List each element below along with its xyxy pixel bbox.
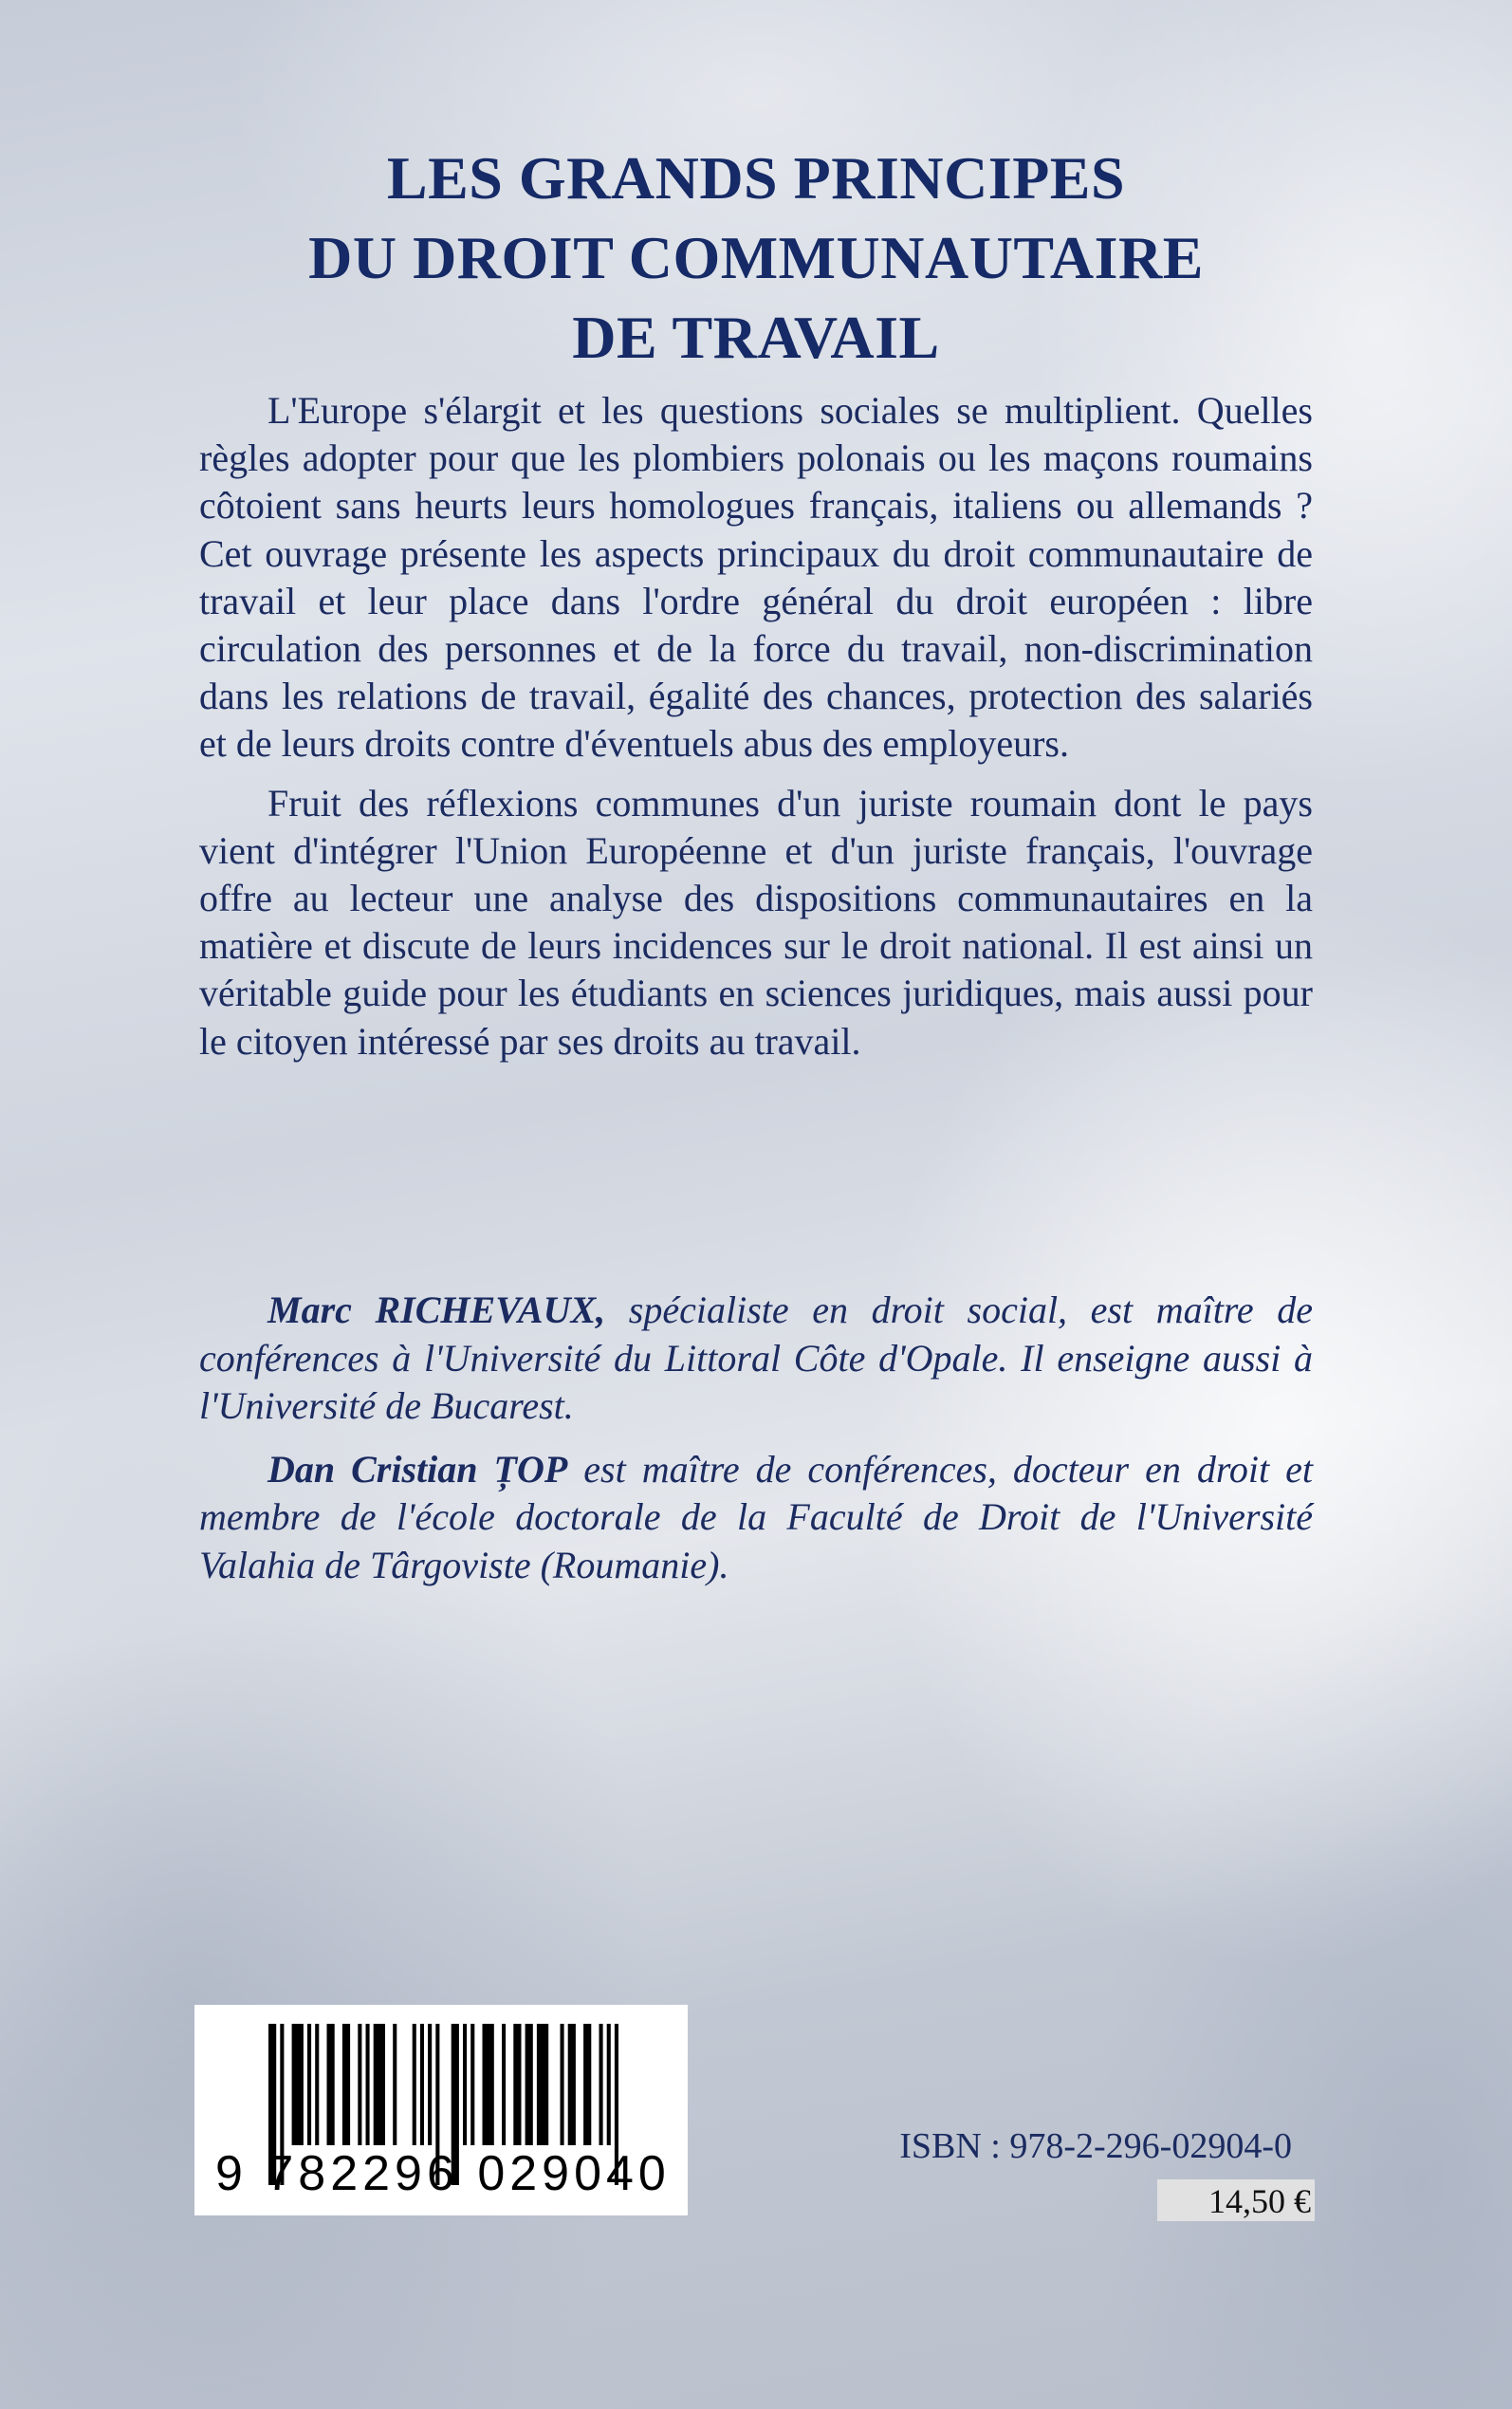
barcode-bar (583, 2024, 591, 2145)
barcode-bar (526, 2024, 533, 2145)
barcode-bar (420, 2024, 424, 2145)
author-bio-text-1: spécialiste en droit social, est maître de conférences à l'Université du Littoral Côte d'Opale. Il enseigne aussi à l'Université de Bucarest. (199, 1288, 1314, 1427)
barcode-bar (599, 2024, 603, 2145)
barcode-bar (366, 2024, 370, 2145)
author-bios (199, 1287, 1313, 1604)
barcode-bar (358, 2024, 361, 2145)
barcode-bar (513, 2024, 521, 2145)
barcode-bar (292, 2024, 304, 2145)
description-paragraph-1: L'Europe s'élargit et les questions sociales se multiplient. Quelles règles adopter pour que les plombiers polonais ou les maçons roumains côtoient sans heurts leurs homologues français, italiens ou allemands ? Cet ouvrage présente les aspects principaux du droit communautaire de travail et leur place dans l'ordre général du droit européen : libre circulation des personnes et de la force du travail, non-discrimination dans les relations de travail, égalité des chances, protection des salariés et de leurs droits contre d'éventuels abus des employeurs. (199, 389, 1313, 766)
barcode-bar (327, 2024, 335, 2145)
price-tag (1157, 2179, 1315, 2221)
author-name-2: Dan Cristian ȚOP (267, 1447, 568, 1491)
barcode-bar (561, 2024, 564, 2145)
barcode-bar (607, 2024, 611, 2145)
title-line-2: DU DROIT COMMUNAUTAIRE (308, 224, 1204, 291)
barcode-bar (463, 2024, 467, 2145)
isbn: ISBN : 978-2-296-02904-0 (899, 2126, 1292, 2166)
barcode-bar (568, 2024, 576, 2145)
author-bio-2 (199, 1446, 1313, 1590)
title-line-3: DE TRAVAIL (572, 304, 940, 371)
barcode-bar (537, 2024, 548, 2145)
barcode-bar (393, 2024, 396, 2145)
barcode-bar (428, 2024, 432, 2145)
barcode-bar (342, 2024, 350, 2145)
barcode-bar (483, 2024, 494, 2145)
title-line-1: LES GRANDS PRINCIPES (386, 144, 1126, 212)
description-paragraph-2: Fruit des réflexions communes d'un juriste roumain dont le pays vient d'intégrer l'Union Européenne et d'un juriste français, l'ouvrage offre au lecteur une analyse des dispositions communautaires en la matière et discute de leurs incidences sur le droit national. Il est ainsi un véritable guide pour les étudiants en sciences juridiques, mais aussi pour le citoyen intéressé par ses droits au travail. (199, 781, 1313, 1063)
author-name-1: Marc RICHEVAUX, (267, 1288, 606, 1331)
barcode-bar (502, 2024, 506, 2145)
barcode-bar (470, 2024, 474, 2145)
book-title (190, 139, 1322, 378)
barcode-bar (315, 2024, 319, 2145)
author-bio-text-2: est maître de conférences, docteur en droit et membre de l'école doctorale de la Faculté de Droit de l'Université Valahia de Târgoviste (Roumanie). (199, 1447, 1313, 1586)
barcode-bar (413, 2024, 416, 2145)
barcode-digits: 9 782296 029040 (215, 2146, 671, 2201)
barcode (194, 2005, 688, 2215)
author-bio-1 (199, 1287, 1313, 1431)
barcode-bar (374, 2024, 385, 2145)
barcode-bar (307, 2024, 311, 2145)
price: 14,50 € (1208, 2182, 1311, 2220)
book-description (199, 387, 1313, 1077)
